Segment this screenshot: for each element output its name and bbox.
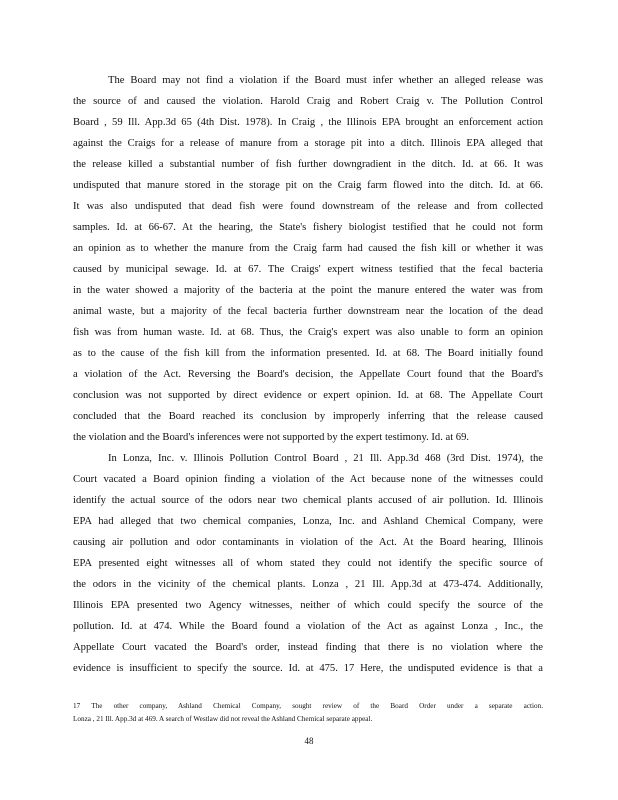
body-line: causing air pollution and odor contaminants in violation of the Act. At the Board hearing, Illinois — [73, 537, 543, 548]
body-line: samples. Id. at 66-67. At the hearing, the State's fishery biologist testified that he could not form — [73, 222, 543, 233]
body-line: the violation and the Board's inferences were not supported by the expert testimony. Id. at 69. — [73, 432, 470, 443]
body-line: the source of and caused the violation. Harold Craig and Robert Craig v. The Pollution Control — [73, 96, 543, 107]
body-line: animal waste, but a majority of the fecal bacteria further downstream near the location of the dead — [73, 306, 543, 317]
body-line: evidence is insufficient to specify the source. Id. at 475. 17 Here, the undisputed evidence is that a — [73, 663, 543, 674]
body-line: against the Craigs for a release of manure from a storage pit into a ditch. Illinois EPA alleged that — [73, 138, 543, 149]
body-line: caused by municipal sewage. Id. at 67. The Craigs' expert witness testified that the fecal bacteria — [73, 264, 543, 275]
body-line: an opinion as to whether the manure from the Craig farm had caused the fish kill or whether it was — [73, 243, 543, 254]
body-line: undisputed that manure stored in the storage pit on the Craig farm flowed into the ditch. Id. at 66. — [73, 180, 543, 191]
body-line: Court vacated a Board opinion finding a violation of the Act because none of the witnesses could — [73, 474, 543, 485]
body-line: EPA had alleged that two chemical companies, Lonza, Inc. and Ashland Chemical Company, were — [73, 516, 543, 527]
body-line: Appellate Court vacated the Board's order, instead finding that there is no violation where the — [73, 642, 543, 653]
footnote-line: 17 The other company, Ashland Chemical Company, sought review of the Board Order under a separate action. — [73, 702, 543, 710]
body-line: The Board may not find a violation if the Board must infer whether an alleged release was — [108, 75, 543, 86]
body-line: EPA presented eight witnesses all of whom stated they could not identify the specific source of — [73, 558, 543, 569]
body-line: identify the actual source of the odors near two chemical plants accused of air pollution. Id. Illinois — [73, 495, 543, 506]
body-line: It was also undisputed that dead fish were found downstream of the release and from collected — [73, 201, 543, 212]
footnote-line: Lonza , 21 Ill. App.3d at 469. A search of Westlaw did not reveal the Ashland Chemical separate appeal. — [73, 715, 373, 723]
body-line: the release killed a substantial number of fish further downgradient in the ditch. Id. at 66. It was — [73, 159, 543, 170]
body-line: as to the cause of the fish kill from the information presented. Id. at 68. The Board initially found — [73, 348, 543, 359]
body-line: conclusion was not supported by direct evidence or expert opinion. Id. at 68. The Appellate Court — [73, 390, 543, 401]
body-line: the odors in the vicinity of the chemical plants. Lonza , 21 Ill. App.3d at 473-474. Additionally, — [73, 579, 543, 590]
body-line: fish was from human waste. Id. at 68. Thus, the Craig's expert was also unable to form an opinion — [73, 327, 543, 338]
body-line: concluded that the Board reached its conclusion by improperly inferring that the release caused — [73, 411, 543, 422]
body-line: a violation of the Act. Reversing the Board's decision, the Appellate Court found that the Board's — [73, 369, 543, 380]
body-line: in the water showed a majority of the bacteria at the point the manure entered the water was from — [73, 285, 543, 296]
body-line: Board , 59 Ill. App.3d 65 (4th Dist. 1978). In Craig , the Illinois EPA brought an enforcement action — [73, 117, 543, 128]
body-line: Illinois EPA presented two Agency witnesses, neither of which could specify the source of the — [73, 600, 543, 611]
body-line: pollution. Id. at 474. While the Board found a violation of the Act as against Lonza , Inc., the — [73, 621, 543, 632]
body-line: In Lonza, Inc. v. Illinois Pollution Control Board , 21 Ill. App.3d 468 (3rd Dist. 1974), the — [108, 453, 543, 464]
page-number: 48 — [304, 736, 314, 746]
